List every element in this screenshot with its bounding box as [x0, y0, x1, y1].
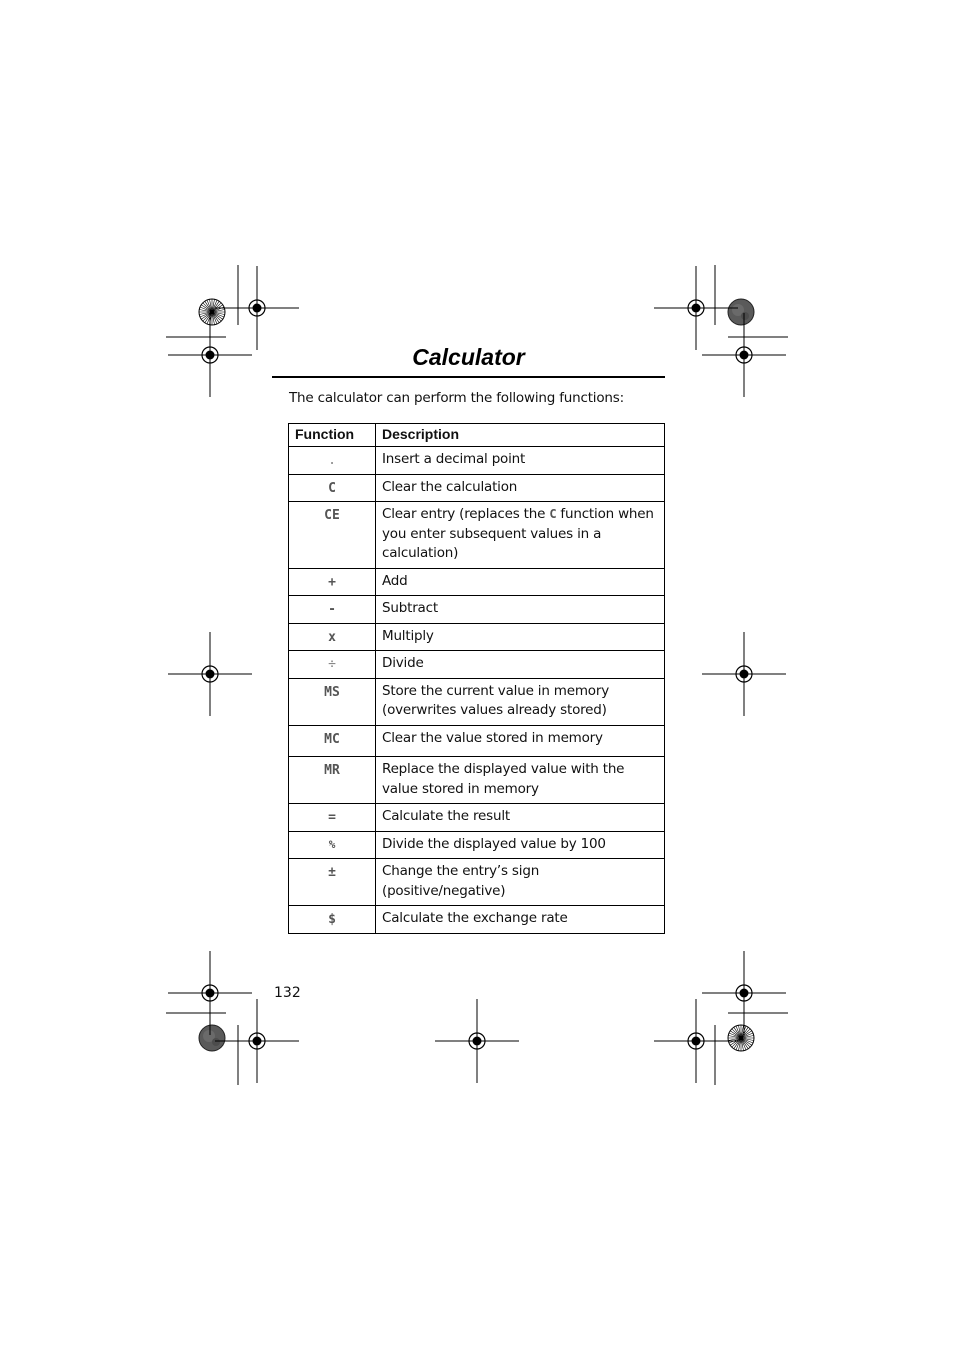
- table-row: [289, 447, 665, 475]
- table-row: [289, 757, 665, 804]
- description-text: Clear entry (replaces the: [382, 506, 550, 522]
- function-description: Change the entry’s sign (positive/negative): [376, 859, 665, 906]
- functions-table: [288, 423, 665, 934]
- function-symbol: -: [289, 596, 376, 624]
- function-description: Divide: [376, 651, 665, 679]
- function-column-header: Function: [289, 424, 376, 447]
- page-number: 132: [274, 985, 301, 1001]
- table-row: [289, 623, 665, 651]
- function-symbol: MS: [289, 678, 376, 725]
- table-row: [289, 906, 665, 934]
- function-description: Replace the displayed value with the value stored in memory: [376, 757, 665, 804]
- function-description: [376, 502, 665, 569]
- function-symbol: %: [289, 831, 376, 859]
- table-row: [289, 596, 665, 624]
- function-description: Calculate the result: [376, 804, 665, 832]
- function-description: Insert a decimal point: [376, 447, 665, 475]
- function-description: Divide the displayed value by 100: [376, 831, 665, 859]
- function-description: Clear the calculation: [376, 474, 665, 502]
- table-row: [289, 859, 665, 906]
- inline-function-symbol: C: [549, 507, 557, 521]
- table-row: [289, 725, 665, 757]
- page-title: Calculator: [412, 344, 525, 370]
- function-symbol: x: [289, 623, 376, 651]
- function-symbol: MC: [289, 725, 376, 757]
- table-row: [289, 678, 665, 725]
- function-symbol: ±: [289, 859, 376, 906]
- function-description: Subtract: [376, 596, 665, 624]
- title-underline: [272, 376, 665, 378]
- function-symbol: $: [289, 906, 376, 934]
- table-row: [289, 831, 665, 859]
- table-header-row: [289, 424, 665, 447]
- description-text: function when you enter subsequent values in a calculation): [382, 506, 654, 561]
- description-column-header: Description: [376, 424, 665, 447]
- function-symbol: .: [289, 447, 376, 475]
- function-symbol: CE: [289, 502, 376, 569]
- table-row: [289, 502, 665, 569]
- table-row: [289, 804, 665, 832]
- function-symbol: ÷: [289, 651, 376, 679]
- function-description: Multiply: [376, 623, 665, 651]
- function-description: Clear the value stored in memory: [376, 725, 665, 757]
- function-description: Add: [376, 568, 665, 596]
- function-symbol: +: [289, 568, 376, 596]
- function-symbol: C: [289, 474, 376, 502]
- table-row: [289, 474, 665, 502]
- intro-text: The calculator can perform the following functions:: [289, 390, 624, 406]
- function-description: Calculate the exchange rate: [376, 906, 665, 934]
- function-symbol: =: [289, 804, 376, 832]
- function-symbol: MR: [289, 757, 376, 804]
- table-row: [289, 651, 665, 679]
- table-row: [289, 568, 665, 596]
- function-description: Store the current value in memory (overwrites values already stored): [376, 678, 665, 725]
